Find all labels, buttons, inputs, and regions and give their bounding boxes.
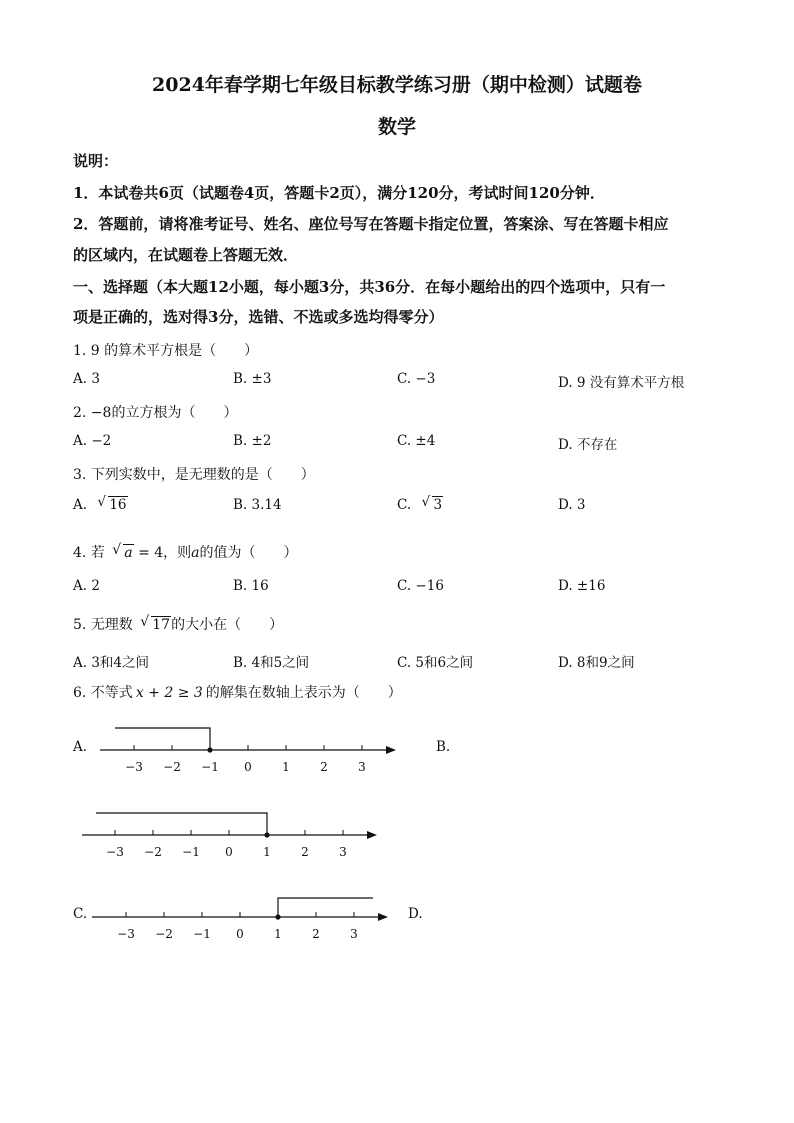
- axis-arrow: [367, 831, 377, 839]
- question-4-option-b: B. 16: [233, 578, 269, 594]
- axis-tick-label: 2: [312, 927, 320, 941]
- question-2-option-a: A. −2: [73, 433, 112, 449]
- number-line-c: [92, 898, 388, 941]
- notes-item-1: 1．本试卷共6页（试题卷4页，答题卡2页），满分120分，考试时间120分钟．: [73, 184, 605, 202]
- endpoint-dot: [207, 747, 212, 752]
- axis-tick-label: −3: [125, 760, 143, 774]
- question-3-option-d: D. 3: [558, 497, 586, 513]
- axis-arrow: [386, 746, 396, 754]
- question-3-stem: 3. 下列实数中，是无理数的是（ ）: [73, 467, 315, 483]
- solution-ray: [115, 728, 210, 750]
- axis-tick-label: 2: [320, 760, 328, 774]
- axis-tick-label: 3: [358, 760, 366, 774]
- question-4-option-c: C. −16: [397, 578, 444, 594]
- question-1-option-a: A. 3: [73, 371, 100, 387]
- section-heading-line-1: 一、选择题（本大题12小题，每小题3分，共36分．在每小题给出的四个选项中，只有一: [73, 278, 666, 296]
- question-1-option-b: B. ±3: [233, 371, 272, 387]
- question-6-option-b-label: B.: [436, 739, 451, 755]
- notes-item-2-line-1: 2．答题前，请将准考证号、姓名、座位号写在答题卡指定位置，答案涂、写在答题卡相应: [73, 215, 669, 233]
- number-line-a: [100, 728, 396, 774]
- question-3-option-c: C. √ 3: [397, 494, 443, 513]
- axis-tick-label: −2: [155, 927, 173, 941]
- axis-tick-label: −1: [182, 845, 200, 859]
- page-title: 2024年春学期七年级目标教学练习册（期中检测）试题卷: [152, 74, 642, 96]
- solution-ray: [96, 813, 267, 835]
- axis-tick-label: −3: [106, 845, 124, 859]
- subject-title: 数学: [377, 116, 416, 138]
- question-4-option-d: D. ±16: [558, 578, 606, 594]
- axis-tick-label: 0: [236, 927, 244, 941]
- question-5-option-d: D. 8和9之间: [558, 655, 635, 671]
- axis-tick-label: 1: [274, 927, 282, 941]
- notes-heading: 说明：: [73, 152, 119, 170]
- axis-tick-label: 1: [282, 760, 290, 774]
- question-6-stem: 6. 不等式 x + 2 ≥ 3 的解集在数轴上表示为（ ）: [73, 685, 402, 701]
- axis-arrow: [378, 913, 388, 921]
- axis-tick-label: 0: [244, 760, 252, 774]
- question-6-option-c-label: C.: [73, 906, 88, 922]
- endpoint-dot: [275, 914, 280, 919]
- question-5-option-a: A. 3和4之间: [73, 655, 150, 671]
- section-heading-line-2: 项是正确的，选对得3分，选错、不选或多选均得零分）: [73, 308, 444, 326]
- axis-tick-label: −1: [201, 760, 219, 774]
- endpoint-dot: [264, 832, 269, 837]
- axis-tick-label: −1: [193, 927, 211, 941]
- question-2-stem: 2. −8的立方根为（ ）: [73, 405, 238, 421]
- question-3-option-a: A. √ 16: [73, 494, 127, 513]
- axis-tick-label: 0: [225, 845, 233, 859]
- sqrt-16: √ 16: [97, 494, 127, 513]
- sqrt-17: √ 17: [140, 614, 171, 633]
- question-5-option-c: C. 5和6之间: [397, 655, 474, 671]
- question-6-option-d-label: D.: [408, 906, 423, 922]
- question-3-option-b: B. 3.14: [233, 497, 282, 513]
- axis-tick-label: 1: [263, 845, 271, 859]
- question-6-option-a-label: A.: [73, 739, 88, 755]
- question-5-option-b: B. 4和5之间: [233, 655, 310, 671]
- question-2-option-b: B. ±2: [233, 433, 272, 449]
- axis-tick-label: −2: [144, 845, 162, 859]
- axis-tick-label: 3: [350, 927, 358, 941]
- question-1-stem: 1. 9 的算术平方根是（ ）: [73, 343, 259, 359]
- question-1-option-c: C. −3: [397, 371, 436, 387]
- axis-tick-label: 2: [301, 845, 309, 859]
- axis-tick-label: 3: [339, 845, 347, 859]
- question-1-option-d: D. 9 没有算术平方根: [558, 375, 685, 391]
- question-4-stem: 4. 若 √ a = 4，则a的值为（ ）: [73, 542, 298, 561]
- axis-tick-label: −2: [163, 760, 181, 774]
- question-5-stem: 5. 无理数 √ 17的大小在（ ）: [73, 614, 284, 633]
- axis-tick-label: −3: [117, 927, 135, 941]
- sqrt-a: √ a: [112, 542, 133, 561]
- number-line-b: [82, 813, 377, 859]
- notes-item-2-line-2: 的区域内，在试题卷上答题无效．: [73, 246, 299, 264]
- question-2-option-d: D. 不存在: [558, 437, 618, 453]
- sqrt-3: √ 3: [421, 494, 443, 513]
- question-2-option-c: C. ±4: [397, 433, 436, 449]
- question-4-option-a: A. 2: [73, 578, 100, 594]
- solution-ray: [278, 898, 373, 917]
